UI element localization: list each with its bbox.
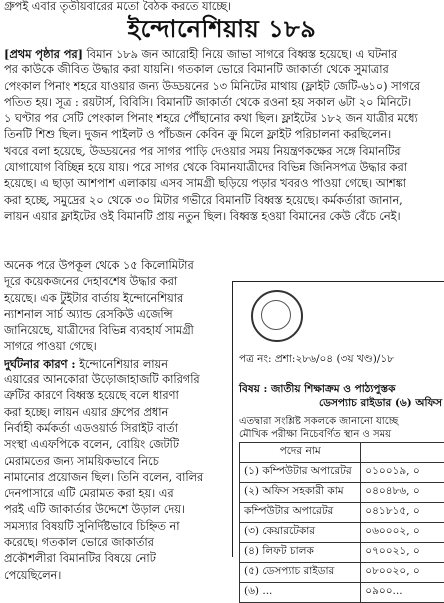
text-line	[4, 176, 442, 192]
post-name-cell: (৪) লিফট চালক	[240, 543, 361, 563]
text-line	[4, 470, 222, 486]
text-line	[4, 454, 222, 470]
line-text: ন্যাশনাল সার্চ অ্যান্ড রেসকিউ এজেন্সি	[4, 308, 173, 321]
text-line	[4, 339, 222, 355]
line-text: লায়ন এয়ার ফ্লাইটের ওই বিমানটি প্রায় নতুন ছিল। বিধ্বস্ত হওয়া বিমানের কেউ বেঁচে নেই।	[4, 210, 401, 223]
text-line	[4, 323, 222, 339]
line-text: পতিত হয়। সূত্র : রয়টার্স, বিবিসি। বিমানটি জাকার্তা থেকে রওনা হয় সকাল ৬টা ২০ মিনিটে।	[4, 96, 411, 109]
text-line	[4, 46, 442, 62]
line-text: অনেক পরে উপকূল থেকে ১৫ কিলোমিটার	[4, 259, 194, 272]
roll-code-cell: ০৬০০০২, ০	[361, 523, 444, 543]
table-row	[240, 563, 444, 583]
line-text: খবরে বলা হয়েছে, উড্ডয়নের পর সাগর পাড়ি দেওয়ার সময় নিয়ন্ত্রণকক্ষের সঙ্গে বিমানটির	[4, 145, 400, 158]
roll-code-cell: ০৪১৮১৫, ০	[361, 503, 444, 523]
memo-number: পত্র নং: প্রশা:২৮৬/০৪ (৩য় খণ্ড)/১৮	[239, 352, 394, 369]
table-row	[240, 543, 444, 563]
article-body	[4, 46, 442, 225]
line-text: যোগাযোগ বিচ্ছিন্ন হয়ে যায়। পরে সাগর থেকে বিমানযাত্রীদের বিভিন্ন জিনিসপত্র উদ্ধার করা	[4, 161, 407, 174]
roll-code-cell: ০১০০১৯, ০	[361, 463, 444, 483]
line-text: পেয়েছিলেন।	[4, 569, 61, 582]
post-name-cell: (২) অফিস সহকারী কাম	[240, 483, 361, 503]
continued-text-line: গ্রুপই এবার তৃতীয়বারের মতো বৈঠক করতে যাচ্ছে।	[4, 0, 231, 14]
table-header-codes	[361, 443, 444, 463]
line-text: করেছে। গতকাল ভোরে জাকার্তার	[4, 536, 154, 549]
text-line	[4, 193, 442, 209]
line-text: নামানোর প্রয়োজন ছিল। তিনি বলেন, বালির	[4, 471, 203, 484]
line-text: করা হচ্ছে, সমুদ্রের ২০ থেকে ৩০ মিটার গভীরে বিমানটি বিধ্বস্ত হয়েছে। কর্মকর্তারা জানান,	[4, 194, 403, 207]
text-line	[4, 79, 442, 95]
post-name-cell: কম্পিউটার অপারেটর	[240, 503, 361, 523]
line-text: জানিয়েছে, যাত্রীদের বিভিন্ন ব্যবহার্য সামগ্রী	[4, 324, 194, 337]
post-name-cell: (৫) ডেসপ্যাচ রাইডার	[240, 563, 361, 583]
line-text: দেনপাসারে এটি মেরামত করা হয়। এর	[4, 487, 174, 500]
roll-code-cell: ০৯০০...	[361, 583, 444, 603]
text-line	[4, 356, 222, 372]
line-text: করা হচ্ছে। লায়ন এয়ার গ্রুপের প্রধান	[4, 406, 168, 419]
line-text: মেরামতের জন্য সাময়িকভাবে নিচে	[4, 455, 159, 468]
text-line	[4, 405, 222, 421]
roll-code-cell: ০৭০০২১, ০	[361, 543, 444, 563]
post-name-cell: (৩) কেয়ারটেকার	[240, 523, 361, 543]
text-line	[4, 568, 222, 584]
text-line	[4, 274, 222, 290]
text-line	[4, 535, 222, 551]
text-line	[4, 551, 222, 567]
text-line	[4, 502, 222, 518]
line-text: ১ ঘণ্টার পর সেটি পেংকাল পিনাং শহরে পৌঁছানোর কথা ছিল। ফ্লাইটের ১৮২ জন যাত্রীর মধ্যে	[4, 112, 418, 125]
text-line	[4, 291, 222, 307]
notice-subject: বিষয় : জাতীয় শিক্ষাক্রম ও পাঠ্যপুস্তক	[239, 382, 395, 399]
text-line	[4, 144, 442, 160]
roll-code-cell: ০৮০০২০, ০	[361, 563, 444, 583]
line-text: হয়েছে। এ ছাড়া আশপাশ এলাকায় এসব সামগ্রী ছড়িয়ে পড়ার খবরও পাওয়া গেছে। আশঙ্কা	[4, 177, 406, 190]
line-text: ইন্দোনেশিয়ার লায়ন	[76, 358, 168, 371]
table-row	[240, 503, 444, 523]
government-notice	[232, 281, 444, 557]
post-name-cell: (৬) ...	[240, 583, 361, 603]
table-header-post-name: পদের নাম	[240, 443, 361, 463]
text-line	[4, 258, 222, 274]
line-text: দূরে কয়েকজনের দেহাবশেষ উদ্ধার করা	[4, 275, 177, 288]
notice-intro-cont: মৌখিক পরীক্ষা নিচেবর্ণিত স্থান ও সময়	[239, 427, 391, 444]
text-line	[4, 95, 442, 111]
line-text: সাগরে পাওয়া গেছে।	[4, 340, 97, 353]
line-text: এয়ারের আনকোরা উড়োজাহাজটি কারিগরি	[4, 373, 200, 386]
text-line	[4, 388, 222, 404]
post-table	[239, 442, 444, 603]
text-line	[4, 307, 222, 323]
text-line	[4, 127, 442, 143]
line-text: পেংকাল পিনাং শহরে যাওয়ার জন্য উড্ডয়নের ১৩ মিনিটের মাথায় (ফ্লাইট জেটি-৬১০) সাগরে	[4, 80, 420, 93]
line-text: নির্বাহী কর্মকর্তা এডওয়ার্ড সিরাইট বার্তা	[4, 422, 178, 435]
text-line	[4, 62, 442, 78]
line-text: বিমান ১৮৯ জন আরোহী নিয়ে জাভা সাগরে বিধ্বস্ত হয়েছে। এ ঘটনার	[83, 48, 397, 61]
roll-code-cell: ০৪০৪৮৬, ০	[361, 483, 444, 503]
post-name-cell: (১) কম্পিউটার অপারেটর	[240, 463, 361, 483]
notice-intro: এতদ্বারা সংশ্লিষ্ট সকলকে জানানো যাচ্ছে	[239, 414, 398, 431]
text-line	[4, 372, 222, 388]
text-line	[4, 486, 222, 502]
table-row	[240, 583, 444, 603]
line-text: ত্রুটির কারণে বিধ্বস্ত হয়েছে বলে ধারণা	[4, 389, 179, 402]
text-line	[4, 519, 222, 535]
line-text: সমস্যার বিষয়টি সুনির্দিষ্টভাবে চিহ্নিত না	[4, 520, 179, 533]
seal-logo-icon	[251, 290, 303, 342]
table-row	[240, 523, 444, 543]
table-row	[240, 463, 444, 483]
text-line	[4, 160, 442, 176]
text-line	[4, 111, 442, 127]
lead-in-text: দুর্ঘটনার কারণ :	[4, 357, 76, 371]
line-text: হয়েছে। এক টুইটার বার্তায় ইন্দোনেশিয়ার	[4, 292, 183, 305]
line-text: তিনটি শিশু ছিল। দুজন পাইলট ও পাঁচজন কেবিন ক্রু মিলে ফ্লাইট পরিচালনা করছিলেন।	[4, 128, 391, 141]
article-left-column	[4, 258, 222, 584]
notice-subject-cont: ডেসপ্যাচ রাইডার (৬) অফিস	[319, 396, 442, 413]
lead-in-text: [প্রথম পৃষ্ঠার পর]	[4, 47, 83, 61]
line-text: পর কাউকে জীবিত উদ্ধার করা যায়নি। গতকাল ভোরে বিমানটি জাকার্তা থেকে সুমাত্রার	[4, 63, 389, 76]
line-text: সংস্থা এএফপিকে বলেন, বোয়িং জেটটি	[4, 438, 179, 451]
article-headline: ইন্দোনেশিয়ায় ১৮৯	[0, 16, 444, 42]
line-text: প্রকৌশলীরা বিমানটির বিষয়ে নোট	[4, 552, 156, 565]
text-line	[4, 437, 222, 453]
table-row	[240, 483, 444, 503]
line-text: পরই এটি জাকার্তার উদ্দেশে উড়াল দেয়।	[4, 503, 185, 516]
text-line	[4, 421, 222, 437]
text-line	[4, 209, 442, 225]
